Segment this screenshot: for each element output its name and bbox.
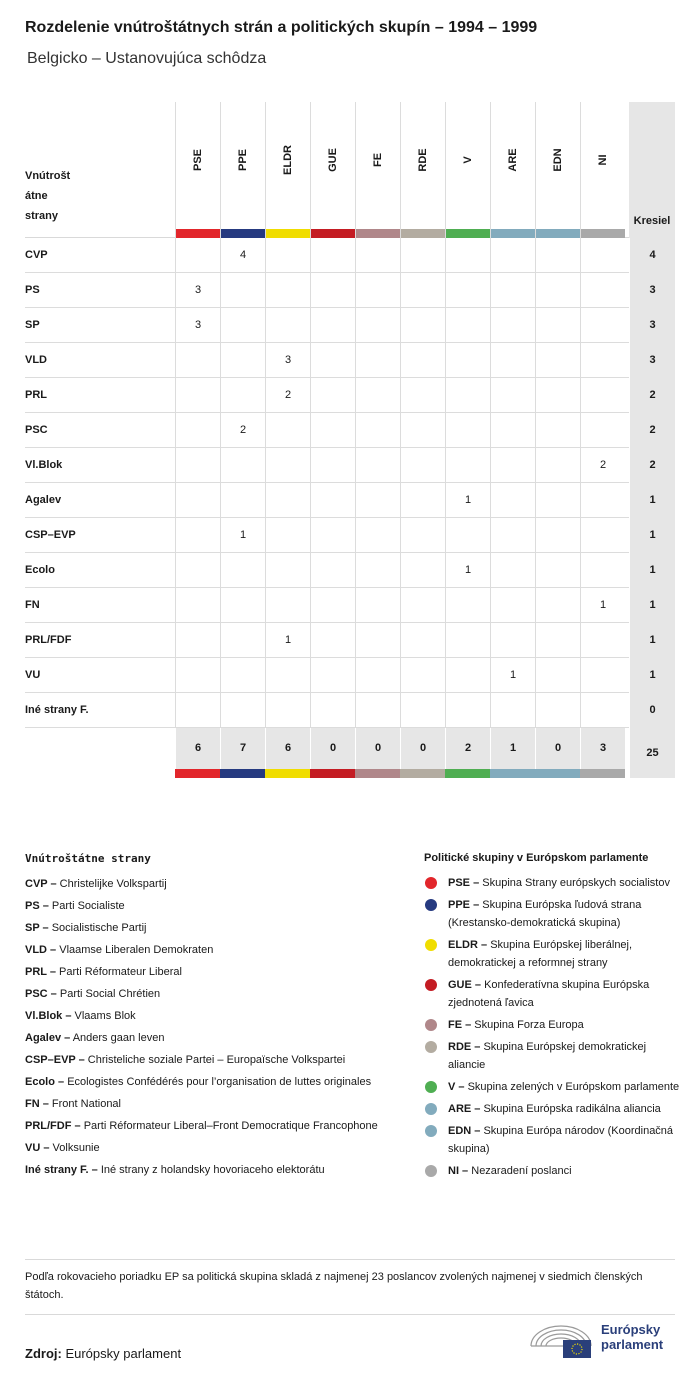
group-legend-item: V – Skupina zelených v Európskom parlamente [424,1078,680,1096]
seat-count-cell [265,518,310,552]
group-color-dot [425,1019,437,1031]
party-total-seats: 2 [629,378,675,413]
party-legend [25,852,385,1183]
table-header [25,102,675,238]
seat-count-cell [400,483,445,517]
seat-count-cell [445,693,490,727]
parliament-hemicycle-icon [529,1322,595,1360]
party-legend-item: PRL – Parti Réformateur Liberal [25,966,182,978]
group-color-bar [311,229,355,238]
seat-count-cell [400,308,445,342]
seat-count-cell [355,413,400,447]
group-color-bar [310,769,355,778]
party-name: SP [25,319,40,331]
seat-count-cell [490,693,535,727]
seat-count-cell [535,273,580,307]
group-legend-item: PSE – Skupina Strany európskych socialistov [424,874,680,892]
group-total-cell: 6 [265,728,310,769]
table-row [25,553,675,588]
seat-count-cell [175,658,220,692]
seat-count-cell [175,483,220,517]
group-total-cell: 1 [490,728,535,769]
seat-count-cell [535,413,580,447]
seat-count-cell: 3 [175,273,220,307]
seat-count-cell [310,378,355,412]
group-total-cell: 2 [445,728,490,769]
seat-count-cell [265,553,310,587]
party-name: PS [25,284,40,296]
group-legend [424,852,680,1184]
group-total-cell: 3 [580,728,625,769]
group-column-label: ELDR [282,145,294,175]
seat-count-cell [535,308,580,342]
grand-total-seats: 25 [629,728,675,778]
group-total-cell: 7 [220,728,265,769]
group-column-rde [400,102,445,238]
party-name: PSC [25,424,48,436]
group-color-dot [425,1165,437,1177]
seat-count-cell [265,658,310,692]
seat-count-cell [400,273,445,307]
seat-count-cell [445,588,490,622]
seat-count-cell [400,343,445,377]
party-legend-title: Vnútroštátne strany [25,852,151,865]
group-column-fe [355,102,400,238]
seat-count-cell [445,518,490,552]
seat-count-cell [490,483,535,517]
seat-count-cell: 4 [220,238,265,272]
seat-count-cell: 1 [265,623,310,657]
seat-count-cell [310,483,355,517]
table-row [25,693,675,728]
group-column-label: PPE [237,148,249,172]
group-color-dot [425,939,437,951]
seat-count-cell [265,483,310,517]
group-column-label: NI [597,154,609,166]
seat-count-cell [580,378,625,412]
party-legend-item: PS – Parti Socialiste [25,900,125,912]
party-total-seats: 1 [629,658,675,693]
seat-count-cell [490,343,535,377]
seat-count-cell [580,623,625,657]
party-legend-item: PSC – Parti Social Chrétien [25,988,161,1000]
group-color-bar [581,229,625,238]
seat-count-cell [445,273,490,307]
seat-count-cell [445,448,490,482]
group-column-label: EDN [552,148,564,172]
party-total-seats: 1 [629,588,675,623]
seat-count-cell [400,693,445,727]
party-name: Iné strany F. [25,704,89,716]
seat-count-cell [310,308,355,342]
group-color-bar [536,229,580,238]
party-name: Agalev [25,494,62,506]
seat-count-cell [580,693,625,727]
footnote: Podľa rokovacieho poriadku EP sa politická skupina skladá z najmenej 23 poslancov zvolených najmenej v siedmich členských štátoch. [25,1259,675,1315]
seat-count-cell [355,588,400,622]
group-color-dot [425,1041,437,1053]
seat-count-cell [490,238,535,272]
source-value: Európsky parlament [65,1346,182,1361]
group-color-bar [266,229,310,238]
seat-count-cell [220,273,265,307]
group-color-bar [265,769,310,778]
party-total-seats: 3 [629,273,675,308]
party-legend-item: Agalev – Anders gaan leven [25,1032,165,1044]
seat-count-cell [220,623,265,657]
seat-count-cell [355,448,400,482]
group-total-cell: 0 [355,728,400,769]
seat-count-cell [220,588,265,622]
party-total-seats: 1 [629,483,675,518]
group-legend-item: ARE – Skupina Európska radikálna aliancia [424,1100,680,1118]
seat-count-cell [355,623,400,657]
seats-column-header: Kresiel [629,102,675,238]
seat-count-cell: 3 [265,343,310,377]
seat-count-cell [310,238,355,272]
party-column-header: Vnútrošt átne strany [25,170,71,222]
seat-count-cell [535,238,580,272]
seat-count-cell [535,518,580,552]
seat-count-cell [175,623,220,657]
seat-count-cell [310,553,355,587]
seat-count-cell [400,378,445,412]
group-column-v [445,102,490,238]
seat-count-cell [310,693,355,727]
group-color-dot [425,899,437,911]
page-subtitle: Belgicko – Ustanovujúca schôdza [27,50,267,67]
seat-count-cell [175,238,220,272]
group-total-cell: 0 [310,728,355,769]
source-label: Zdroj: [25,1346,62,1361]
seat-count-cell [175,378,220,412]
group-color-bar [535,769,580,778]
group-total-cell: 6 [175,728,220,769]
table-row [25,658,675,693]
seat-count-cell [220,693,265,727]
seat-count-cell [220,448,265,482]
seat-count-cell [580,483,625,517]
party-legend-item: Iné strany F. – Iné strany z holandsky hovoriaceho elektorátu [25,1164,325,1176]
seat-count-cell [535,483,580,517]
seat-count-cell [490,413,535,447]
seat-count-cell [310,273,355,307]
seat-count-cell [265,588,310,622]
group-color-bar [356,229,400,238]
group-column-label: PSE [192,148,204,172]
group-legend-item: FE – Skupina Forza Europa [424,1016,680,1034]
seat-count-cell [175,693,220,727]
group-color-bar [445,769,490,778]
seat-count-cell [445,378,490,412]
seat-count-cell [265,413,310,447]
group-legend-item: NI – Nezaradení poslanci [424,1162,680,1180]
seat-count-cell [175,413,220,447]
group-column-edn [535,102,580,238]
seat-count-cell [490,308,535,342]
seat-count-cell [535,448,580,482]
group-color-bar [580,769,625,778]
group-column-label: FE [372,152,384,168]
seat-count-cell [445,308,490,342]
group-color-bar [491,229,535,238]
group-color-bar [175,769,220,778]
party-name: VU [25,669,41,681]
table-row [25,483,675,518]
party-legend-item: PRL/FDF – Parti Réformateur Liberal–Front Democratique Francophone [25,1120,378,1132]
party-legend-item: Ecolo – Ecologistes Confédérés pour l’organisation de luttes originales [25,1076,372,1088]
seat-count-cell: 2 [265,378,310,412]
seat-count-cell [220,308,265,342]
seat-count-cell [355,273,400,307]
party-legend-item: CVP – Christelijke Volkspartij [25,878,167,890]
seat-count-cell: 1 [580,588,625,622]
table-row [25,518,675,553]
party-name: PRL/FDF [25,634,72,646]
party-total-seats: 1 [629,518,675,553]
source-line [25,1346,181,1361]
seat-count-cell [580,658,625,692]
seat-count-cell [535,343,580,377]
seat-count-cell: 1 [445,553,490,587]
group-color-bar [446,229,490,238]
seat-count-cell [490,448,535,482]
seat-count-cell [265,308,310,342]
seat-count-cell: 2 [580,448,625,482]
seat-count-cell [490,553,535,587]
seat-count-cell [535,693,580,727]
group-color-bar [490,769,535,778]
group-column-label: RDE [417,148,429,172]
seat-count-cell [175,448,220,482]
party-name: CSP–EVP [25,529,76,541]
seat-count-cell [310,518,355,552]
party-legend-item: VLD – Vlaamse Liberalen Demokraten [25,944,214,956]
seat-count-cell: 3 [175,308,220,342]
table-row [25,623,675,658]
party-total-seats: 3 [629,343,675,378]
seat-count-cell [580,343,625,377]
group-legend-item: RDE – Skupina Európskej demokratickej aliancie [424,1038,680,1074]
table-row [25,378,675,413]
group-legend-title: Politické skupiny v Európskom parlamente [424,852,649,864]
group-legend-item: GUE – Konfederatívna skupina Európska zjednotená ľavica [424,976,680,1012]
seat-count-cell [355,238,400,272]
group-total-cell: 0 [400,728,445,769]
seat-count-cell [445,623,490,657]
seat-count-cell [175,588,220,622]
seat-count-cell [355,553,400,587]
seat-count-cell [580,413,625,447]
party-name: FN [25,599,40,611]
seat-count-cell [580,518,625,552]
seat-count-cell [355,658,400,692]
seat-count-cell [400,518,445,552]
seat-count-cell [445,238,490,272]
seat-count-cell [400,623,445,657]
seat-count-cell [400,238,445,272]
seat-count-cell [400,658,445,692]
seat-count-cell [310,413,355,447]
party-name: VLD [25,354,47,366]
seat-count-cell [175,553,220,587]
seat-count-cell [535,378,580,412]
seat-count-cell [490,273,535,307]
party-legend-item: SP – Socialistische Partij [25,922,147,934]
party-legend-item: Vl.Blok – Vlaams Blok [25,1010,136,1022]
group-color-bar [400,769,445,778]
seat-count-cell [265,238,310,272]
group-color-bar [401,229,445,238]
table-row [25,343,675,378]
seat-count-cell [220,483,265,517]
group-legend-item: EDN – Skupina Európa národov (Koordinačná skupina) [424,1122,680,1158]
group-color-dot [425,1103,437,1115]
group-column-ni [580,102,625,238]
seat-count-cell [490,588,535,622]
party-legend-item: FN – Front National [25,1098,121,1110]
seat-count-cell [445,658,490,692]
seat-count-cell [355,343,400,377]
totals-row [25,728,675,778]
party-total-seats: 2 [629,413,675,448]
seat-count-cell [400,553,445,587]
seat-count-cell: 1 [490,658,535,692]
page-title: Rozdelenie vnútroštátnych strán a politických skupín – 1994 – 1999 [25,19,538,36]
seat-count-cell [220,553,265,587]
seat-count-cell [355,483,400,517]
seat-count-cell [400,413,445,447]
seat-count-cell [535,658,580,692]
table-row [25,448,675,483]
seat-count-cell [355,378,400,412]
party-total-seats: 0 [629,693,675,728]
seat-count-cell [580,553,625,587]
seat-count-cell [400,448,445,482]
group-color-dot [425,979,437,991]
seat-count-cell [490,378,535,412]
group-column-label: ARE [507,148,519,172]
party-name: Vl.Blok [25,459,63,471]
seat-count-cell: 2 [220,413,265,447]
seat-count-cell [265,448,310,482]
party-total-seats: 1 [629,553,675,588]
seat-count-cell [355,308,400,342]
seat-count-cell: 1 [445,483,490,517]
group-column-gue [310,102,355,238]
seat-count-cell [535,553,580,587]
seat-count-cell [265,273,310,307]
seat-count-cell [490,623,535,657]
table-row [25,273,675,308]
group-legend-item: ELDR – Skupina Európskej liberálnej, demokratickej a reformnej strany [424,936,680,972]
seat-count-cell [310,343,355,377]
seat-count-cell [220,658,265,692]
seat-count-cell: 1 [220,518,265,552]
seat-count-cell [535,623,580,657]
seat-count-cell [310,623,355,657]
seat-count-cell [265,693,310,727]
seat-count-cell [445,413,490,447]
party-total-seats: 2 [629,448,675,483]
ep-logo [529,1322,679,1362]
table-row [25,588,675,623]
table-row [25,308,675,343]
group-color-bar [355,769,400,778]
seat-count-cell [535,588,580,622]
group-color-dot [425,1125,437,1137]
table-row [25,413,675,448]
distribution-table [25,102,675,778]
group-column-are [490,102,535,238]
group-column-label: V [462,156,474,164]
seat-count-cell [355,518,400,552]
party-total-seats: 3 [629,308,675,343]
party-legend-item: VU – Volksunie [25,1142,100,1154]
group-color-dot [425,877,437,889]
table-row [25,238,675,273]
seat-count-cell [445,343,490,377]
seat-count-cell [580,273,625,307]
group-total-cell: 0 [535,728,580,769]
party-total-seats: 4 [629,238,675,273]
seat-count-cell [175,343,220,377]
party-name: Ecolo [25,564,55,576]
seat-count-cell [310,448,355,482]
group-column-pse [175,102,220,238]
seat-count-cell [580,238,625,272]
seat-count-cell [220,343,265,377]
party-total-seats: 1 [629,623,675,658]
group-color-bar [176,229,220,238]
group-color-bar [220,769,265,778]
party-name: PRL [25,389,47,401]
seat-count-cell [355,693,400,727]
group-legend-item: PPE – Skupina Európska ľudová strana (Krestansko-demokratická skupina) [424,896,680,932]
party-name: CVP [25,249,48,261]
group-column-eldr [265,102,310,238]
party-legend-item: CSP–EVP – Christeliche soziale Partei – Europaïsche Volkspartei [25,1054,346,1066]
seat-count-cell [310,658,355,692]
group-column-label: GUE [327,148,339,172]
seat-count-cell [175,518,220,552]
seat-count-cell [400,588,445,622]
group-color-bar [221,229,265,238]
seat-count-cell [580,308,625,342]
group-column-ppe [220,102,265,238]
logo-text: Európsky parlament [601,1322,664,1352]
seat-count-cell [220,378,265,412]
group-color-dot [425,1081,437,1093]
seat-count-cell [490,518,535,552]
seat-count-cell [310,588,355,622]
